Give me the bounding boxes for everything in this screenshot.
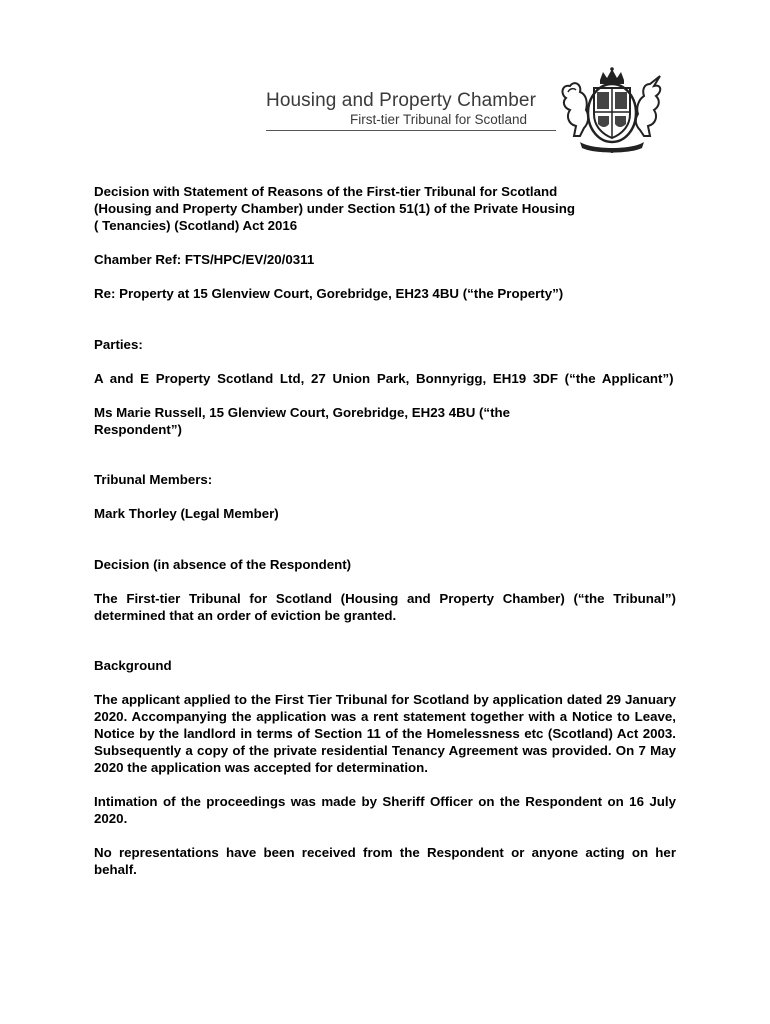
applicant-details: A and E Property Scotland Ltd, 27 Union Park, Bonnyrigg, EH19 3DF (“the Applicant”) <box>94 371 674 386</box>
document-title-line-2: (Housing and Property Chamber) under Section 51(1) of the Private Housing <box>94 201 575 216</box>
background-paragraph-1: The applicant applied to the First Tier Tribunal for Scotland by application dated 29 January 2020. Accompanying the application was a rent statement together with a Notice to Leave, Notice by the landlord in terms of Section 11 of the Homelessness etc (Scotland) Act 2003. Subsequently a copy of the private residential Tenancy Agreement was provided. On 7 May 2020 the application was accepted for determination. <box>94 692 676 775</box>
chamber-title: Housing and Property Chamber <box>266 90 536 111</box>
legal-member: Mark Thorley (Legal Member) <box>94 506 279 521</box>
decision-heading: Decision (in absence of the Respondent) <box>94 557 352 572</box>
tribunal-members-heading: Tribunal Members: <box>94 472 213 487</box>
tribunal-subtitle: First-tier Tribunal for Scotland <box>350 112 528 127</box>
background-heading: Background <box>94 658 172 673</box>
respondent-details: Ms Marie Russell, 15 Glenview Court, Gorebridge, EH23 4BU (“the Respondent”) <box>94 405 511 437</box>
header <box>266 66 686 156</box>
chamber-reference: Chamber Ref: FTS/HPC/EV/20/0311 <box>94 252 315 267</box>
document-title-line-3: ( Tenancies) (Scotland) Act 2016 <box>94 218 298 233</box>
property-reference: Re: Property at 15 Glenview Court, Gorebridge, EH23 4BU (“the Property”) <box>94 286 564 301</box>
background-paragraph-3: No representations have been received from the Respondent or anyone acting on her behalf. <box>94 845 676 877</box>
document-title-line-1: Decision with Statement of Reasons of the First-tier Tribunal for Scotland <box>94 184 558 199</box>
parties-heading: Parties: <box>94 337 143 352</box>
royal-coat-of-arms-icon <box>556 66 668 154</box>
background-paragraph-2: Intimation of the proceedings was made by Sheriff Officer on the Respondent on 16 July 2020. <box>94 794 676 826</box>
decision-text: The First-tier Tribunal for Scotland (Housing and Property Chamber) (“the Tribunal”) determined that an order of eviction be granted. <box>94 591 676 623</box>
header-divider <box>266 130 556 131</box>
document-body <box>94 183 676 878</box>
